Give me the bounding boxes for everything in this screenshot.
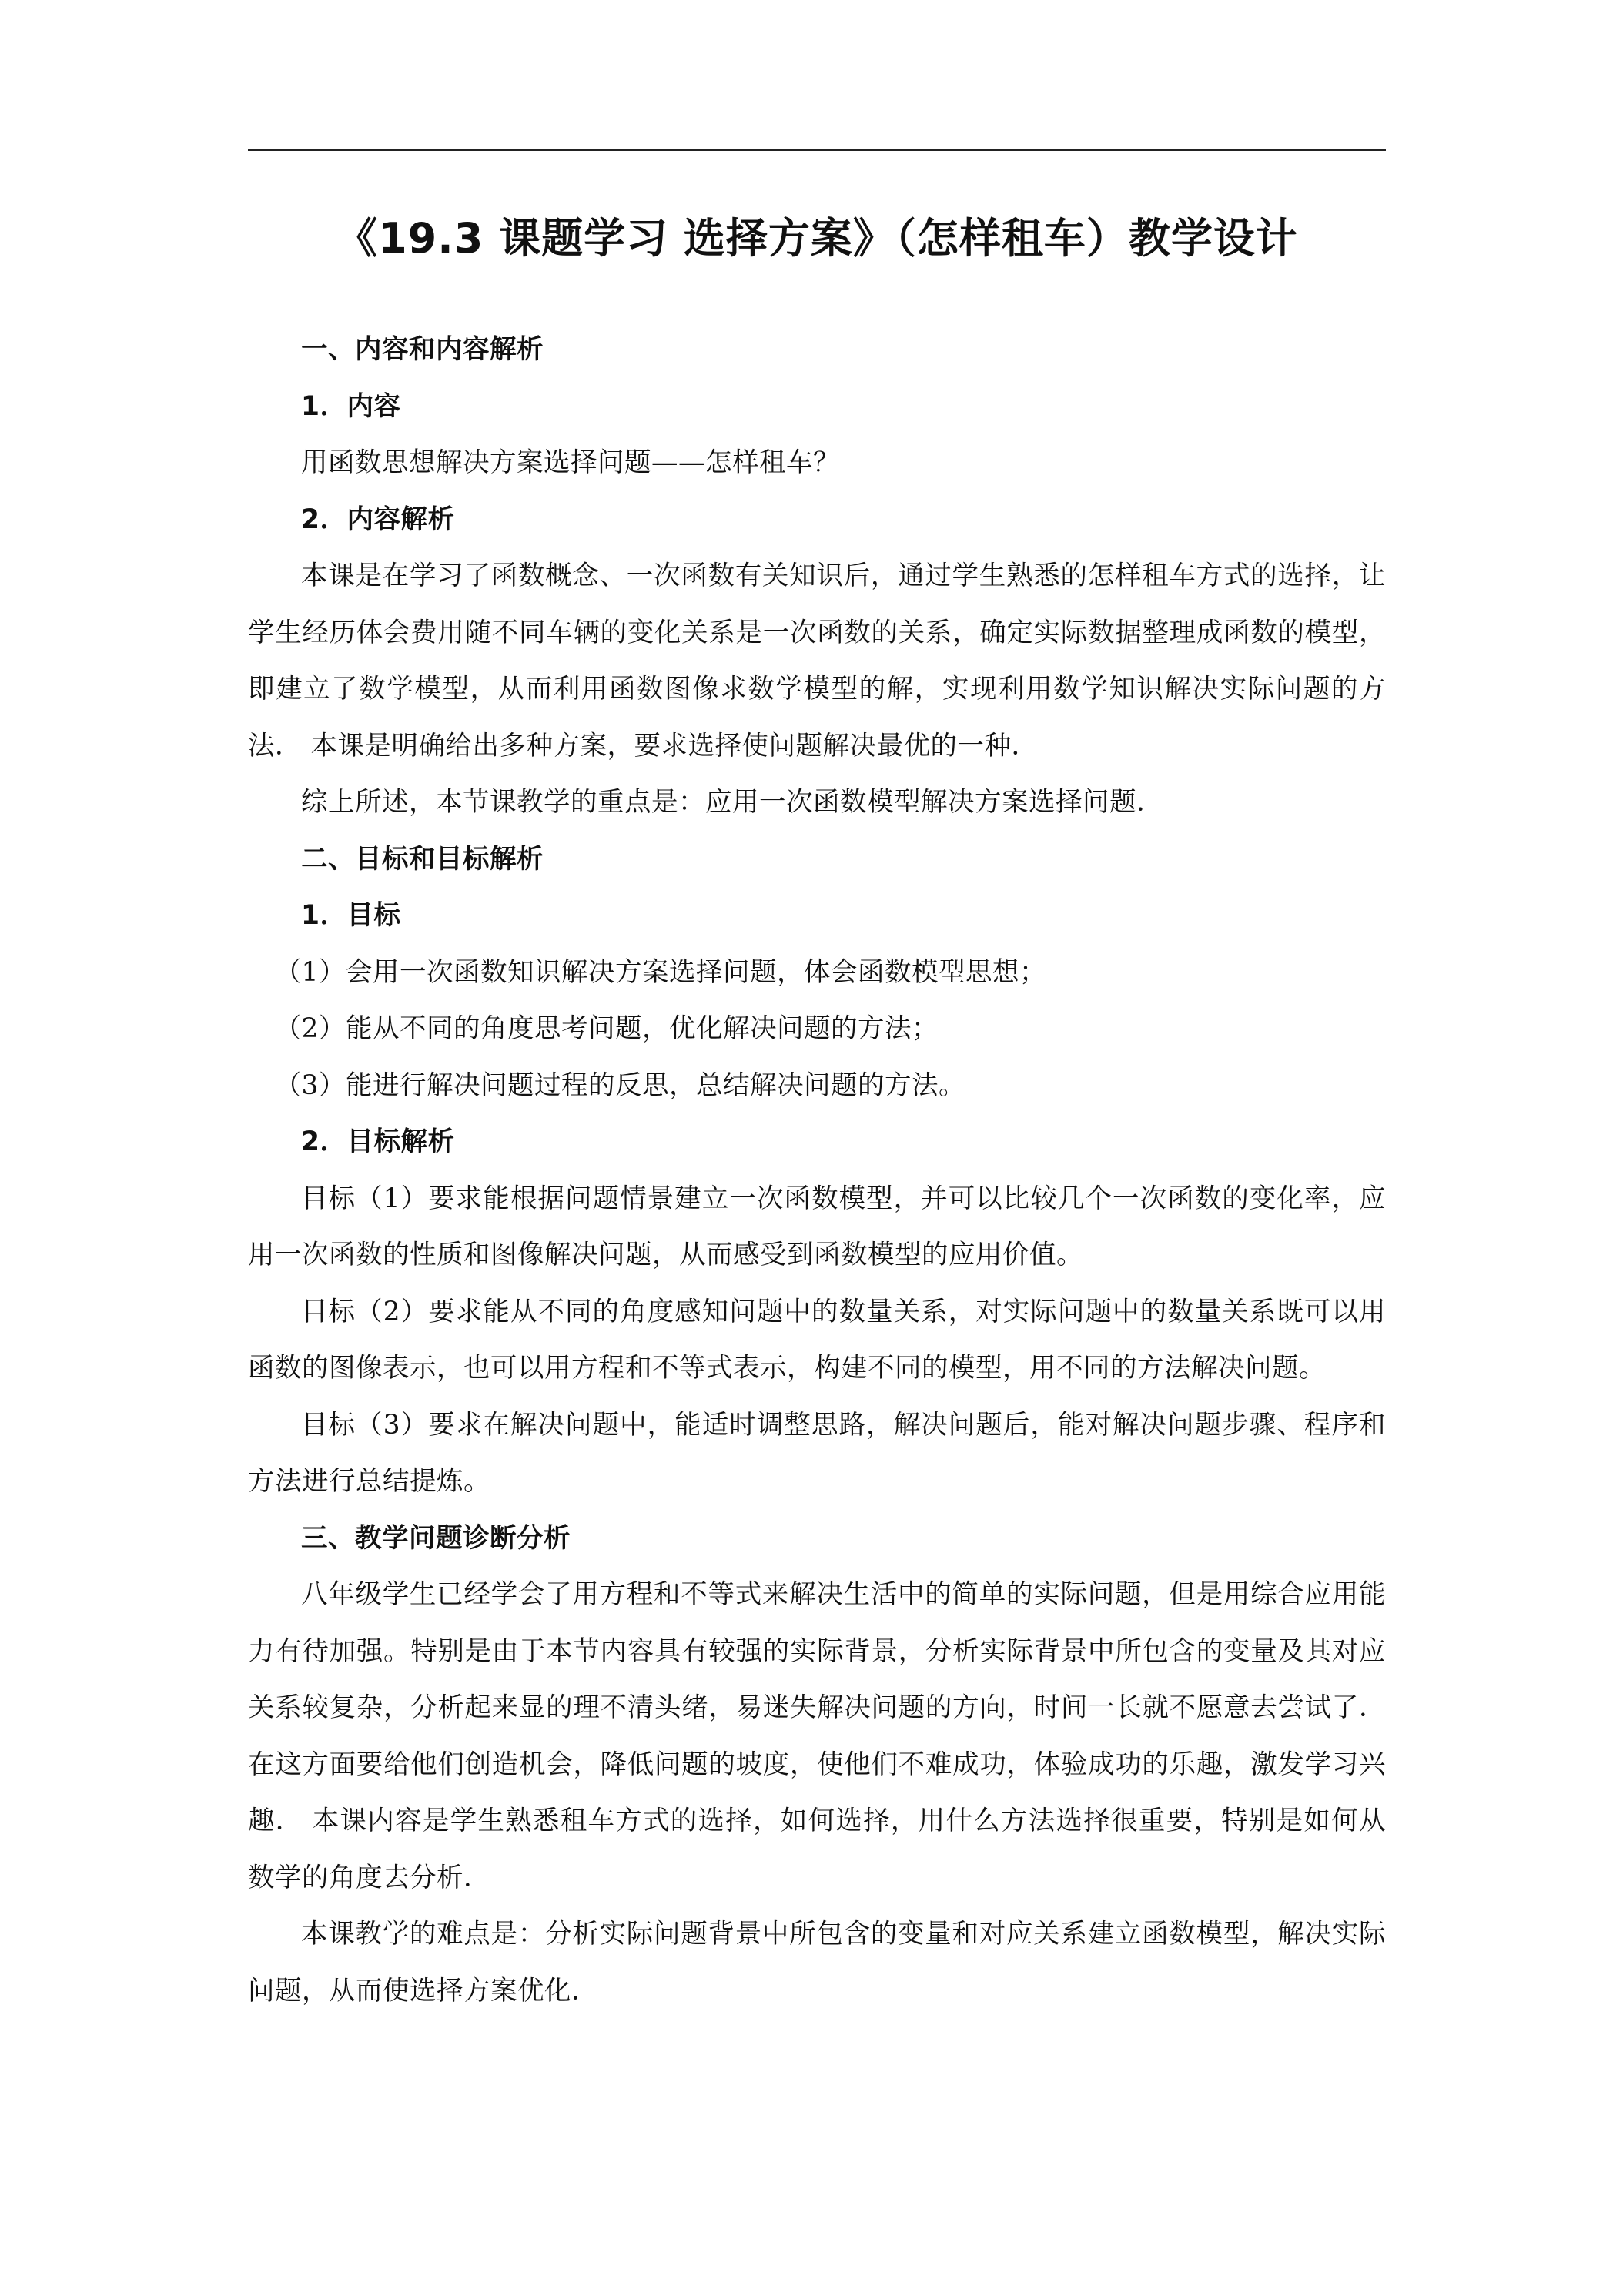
subheading-goals: 1．目标 bbox=[301, 900, 401, 931]
goal-item: （1）会用一次函数知识解决方案选择问题，体会函数模型思想； bbox=[274, 956, 1046, 988]
document-body bbox=[248, 322, 1386, 2020]
section-heading-content: 一、内容和内容解析 bbox=[301, 334, 544, 365]
paragraph: 目标（2）要求能从不同的角度感知问题中的数量关系，对实际问题中的数量关系既可以用函数的图像表示，也可以用方程和不等式表示，构建不同的模型，用不同的方法解决问题。 bbox=[248, 1296, 1386, 1384]
paragraph: 本课是在学习了函数概念、一次函数有关知识后，通过学生熟悉的怎样租车方式的选择，让学生经历体会费用随不同车辆的变化关系是一次函数的关系，确定实际数据整理成函数的模型，即建立了数学模型，从而利用函数图像求数学模型的解，实现利用数学知识解决实际问题的方法． 本课是明确给出多种方案，要求选择使问题解决最优的一种． bbox=[248, 561, 1386, 761]
paragraph: 本课教学的难点是：分析实际问题背景中所包含的变量和对应关系建立函数模型，解决实际问题，从而使选择方案优化． bbox=[248, 1919, 1386, 2006]
paragraph: 用函数思想解决方案选择问题——怎样租车？ bbox=[301, 447, 840, 478]
goal-item: （2）能从不同的角度思考问题，优化解决问题的方法； bbox=[274, 1013, 939, 1044]
section-heading-diagnosis: 三、教学问题诊断分析 bbox=[301, 1522, 571, 1554]
paragraph: 综上所述，本节课教学的重点是：应用一次函数模型解决方案选择问题． bbox=[301, 787, 1163, 818]
header-rule bbox=[248, 149, 1386, 151]
subheading-content-analysis: 2．内容解析 bbox=[301, 504, 455, 535]
subheading-goal-analysis: 2．目标解析 bbox=[301, 1126, 455, 1157]
paragraph: 目标（3）要求在解决问题中，能适时调整思路，解决问题后，能对解决问题步骤、程序和方法进行总结提炼。 bbox=[248, 1409, 1386, 1497]
paragraph: 八年级学生已经学会了用方程和不等式来解决生活中的简单的实际问题，但是用综合应用能力有待加强。特别是由于本节内容具有较强的实际背景，分析实际背景中所包含的变量及其对应关系较复杂，分析起来显的理不清头绪，易迷失解决问题的方向，时间一长就不愿意去尝试了．在这方面要给他们创造机会，降低问题的坡度，使他们不难成功，体验成功的乐趣，激发学习兴趣． 本课内容是学生熟悉租车方式的选择，如何选择，用什么方法选择很重要，特别是如何从数学的角度去分析． bbox=[248, 1579, 1386, 1893]
page-title: 《19.3 课题学习 选择方案》（怎样租车）教学设计 bbox=[336, 214, 1298, 263]
goal-item: （3）能进行解决问题过程的反思，总结解决问题的方法。 bbox=[274, 1069, 965, 1101]
section-heading-goals: 二、目标和目标解析 bbox=[301, 843, 544, 875]
paragraph: 目标（1）要求能根据问题情景建立一次函数模型，并可以比较几个一次函数的变化率，应用一次函数的性质和图像解决问题，从而感受到函数模型的应用价值。 bbox=[248, 1183, 1386, 1270]
subheading-content: 1．内容 bbox=[301, 390, 401, 422]
